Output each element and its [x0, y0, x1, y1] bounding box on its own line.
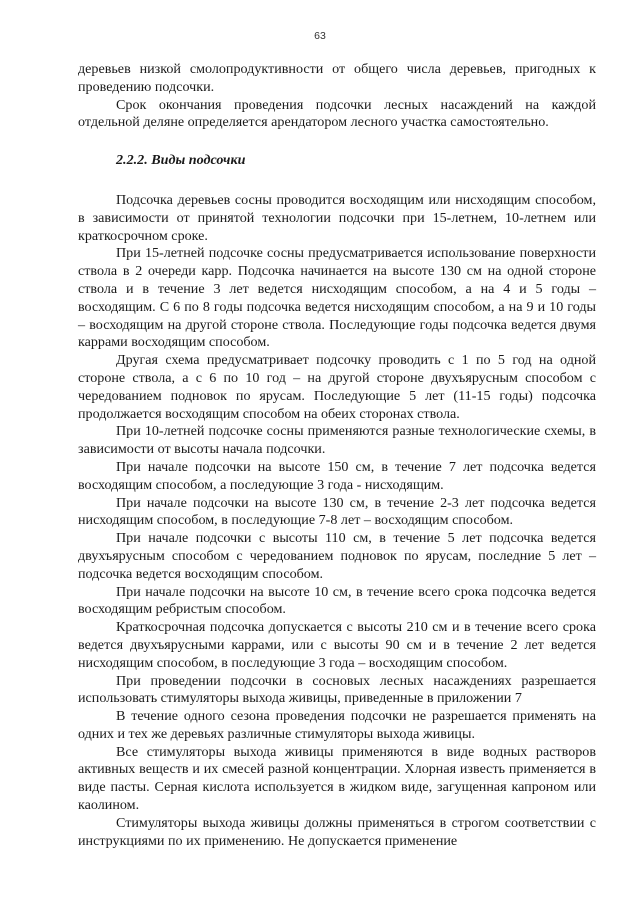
- paragraph: Подсочка деревьев сосны проводится восходящим или нисходящим способом, в зависимости от принятой технологии подсочки при 15-летнем, 10-летнем или краткосрочном сроке.: [78, 191, 596, 244]
- paragraph: При начале подсочки на высоте 10 см, в течение всего срока подсочка ведется восходящим ребристым способом.: [78, 583, 596, 618]
- paragraph: При начале подсочки с высоты 110 см, в течение 5 лет подсочка ведется двухъярусным способом с чередованием подновок по ярусам, последние 5 лет – подсочка ведется восходящим способом.: [78, 530, 596, 582]
- page-number: 63: [314, 30, 326, 42]
- paragraph: Все стимуляторы выхода живицы применяются в виде водных растворов активных веществ и их смесей разной концентрации. Хлорная известь применяется в виде пасты. Серная кислота используется в жидком виде, загущенная капроном или каолином.: [78, 743, 596, 814]
- paragraph: Срок окончания проведения подсочки лесных насаждений на каждой отдельной деляне определяется арендатором лесного участка самостоятельно.: [78, 96, 596, 131]
- paragraph: Краткосрочная подсочка допускается с высоты 210 см и в течение всего срока ведется двухъярусными каррами, или с высоты 90 см и в течение 2 лет ведется нисходящим способом, в последующие 3 года – восходящим способом.: [78, 619, 596, 671]
- paragraph: При начале подсочки на высоте 130 см, в течение 2-3 лет подсочка ведется нисходящим способом, в последующие 7-8 лет – восходящим способом.: [78, 494, 596, 529]
- paragraph: В течение одного сезона проведения подсочки не разрешается применять на одних и тех же деревьях различные стимуляторы выхода живицы.: [78, 708, 596, 742]
- paragraph: Другая схема предусматривает подсочку проводить с 1 по 5 год на одной стороне ствола, а с 6 по 10 год – на другой стороне двухъярусным способом с чередованием подновок по ярусам. Последующие 5 лет (11-15 годы) подсочка продолжается восходящим способом на обеих сторонах ствола.: [78, 352, 596, 422]
- paragraph: При начале подсочки на высоте 150 см, в течение 7 лет подсочка ведется восходящим способом, а последующие 3 года - нисходящим.: [78, 458, 596, 493]
- paragraph: При проведении подсочки в сосновых лесных насаждениях разрешается использовать стимуляторы выхода живицы, приведенные в приложении 7: [78, 672, 596, 707]
- paragraph-continued: деревьев низкой смолопродуктивности от общего числа деревьев, пригодных к проведению подсочки.: [78, 61, 596, 95]
- paragraph: При 10-летней подсочке сосны применяются разные технологические схемы, в зависимости от высоты начала подсочки.: [78, 423, 596, 458]
- paragraph: При 15-летней подсочке сосны предусматривается использование поверхности ствола в 2 очереди карр. Подсочка начинается на высоте 130 см на одной стороне ствола и в течение 3 лет ведется нисходящим способом, а на 4 и 5 годы – восходящим. С 6 по 8 годы подсочка ведется нисходящим способом, а на 9 и 10 годы – восходящим на другой стороне ствола. Последующие годы подсочка ведется двумя каррами восходящим способом.: [78, 245, 596, 351]
- document-body: [78, 61, 596, 850]
- section-heading: 2.2.2. Виды подсочки: [116, 152, 246, 169]
- paragraph: Стимуляторы выхода живицы должны применяться в строгом соответствии с инструкциями по их применению. Не допускается применение: [78, 814, 596, 849]
